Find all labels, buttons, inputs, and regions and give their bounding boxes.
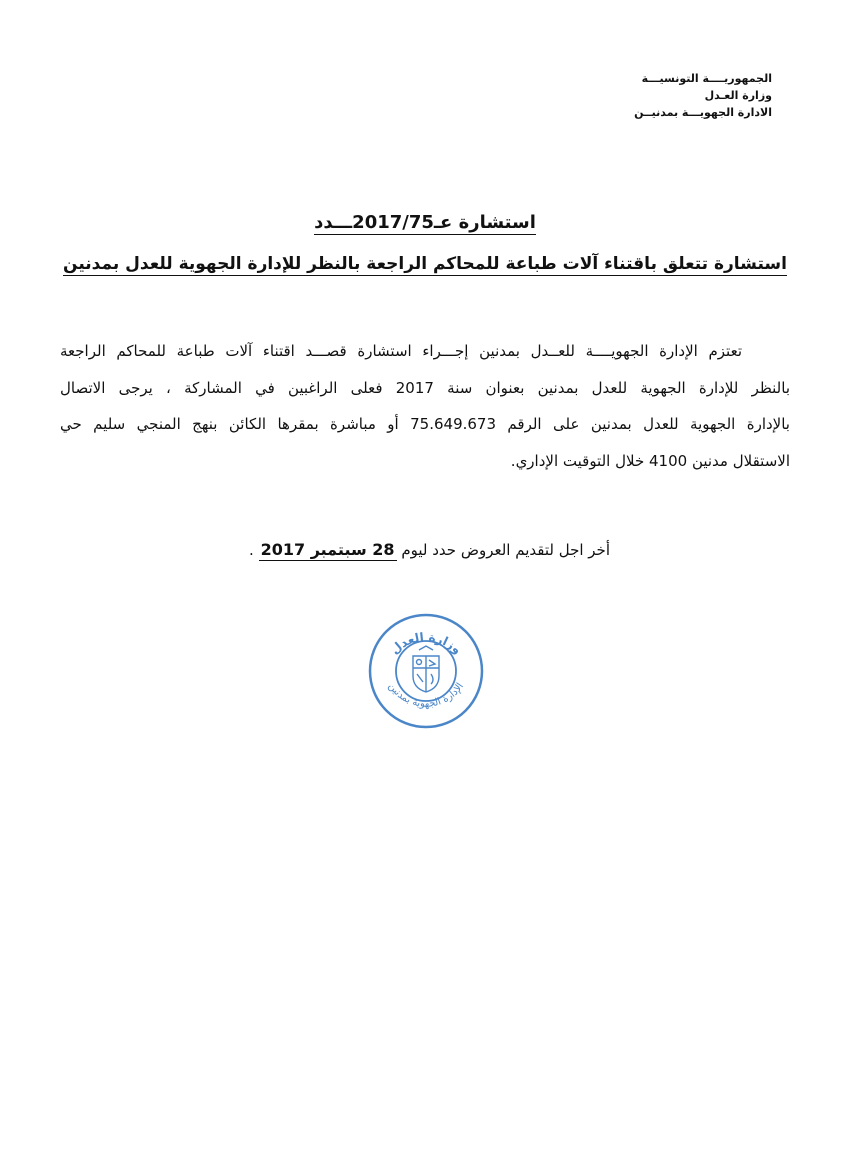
deadline-date: 28 سبتمبر 2017	[260, 540, 395, 559]
official-stamp	[367, 612, 485, 730]
letterhead	[512, 70, 772, 121]
stamp-emblem-icon	[413, 646, 439, 692]
stamp-top-text: وزارة العدل	[387, 630, 465, 657]
body-line-2: بالنظر للإدارة الجهوية للعدل بمدنين بعنوان سنة 2017 فعلى الراغبين في المشاركة ، يرجى الاتصال	[60, 378, 790, 397]
body-line-4: الاستقلال مدنين 4100 خلال التوقيت الإداري.	[510, 451, 790, 470]
letterhead-ministry: وزارة العـدل	[704, 89, 772, 102]
deadline-prefix: أخر اجل لتقديم العروض حدد ليوم	[401, 541, 610, 559]
document-subtitle	[0, 254, 850, 274]
stamp-bottom-text: الإدارة الجهوية بمدنين	[385, 680, 467, 710]
document-title	[0, 212, 850, 233]
consultation-number: استشارة عـ2017/75ـــدد	[314, 212, 536, 233]
body-line-3: بالإدارة الجهوية للعدل بمدنين على الرقم 75.649.673 أو مباشرة بمقرها الكائن بنهج المنجي سليم حي	[60, 415, 790, 433]
consultation-subject: استشارة تتعلق باقتناء آلات طباعة للمحاكم الراجعة بالنظر للإدارة الجهوية للعدل بمدنين	[63, 254, 787, 274]
body-line-1: تعتزم الإدارة الجهويــــة للعــدل بمدنين إجـــراء استشارة قصـــد اقتناء آلات طباعة للمحاكم الراجعة	[60, 342, 742, 360]
letterhead-country: الجمهوريــــة التونسيـــة	[641, 72, 772, 85]
body-paragraph	[60, 333, 790, 479]
letterhead-administration: الادارة الجهويـــة بمدنيــن	[634, 106, 772, 119]
deadline-suffix: .	[249, 541, 254, 559]
deadline-line	[249, 540, 610, 559]
